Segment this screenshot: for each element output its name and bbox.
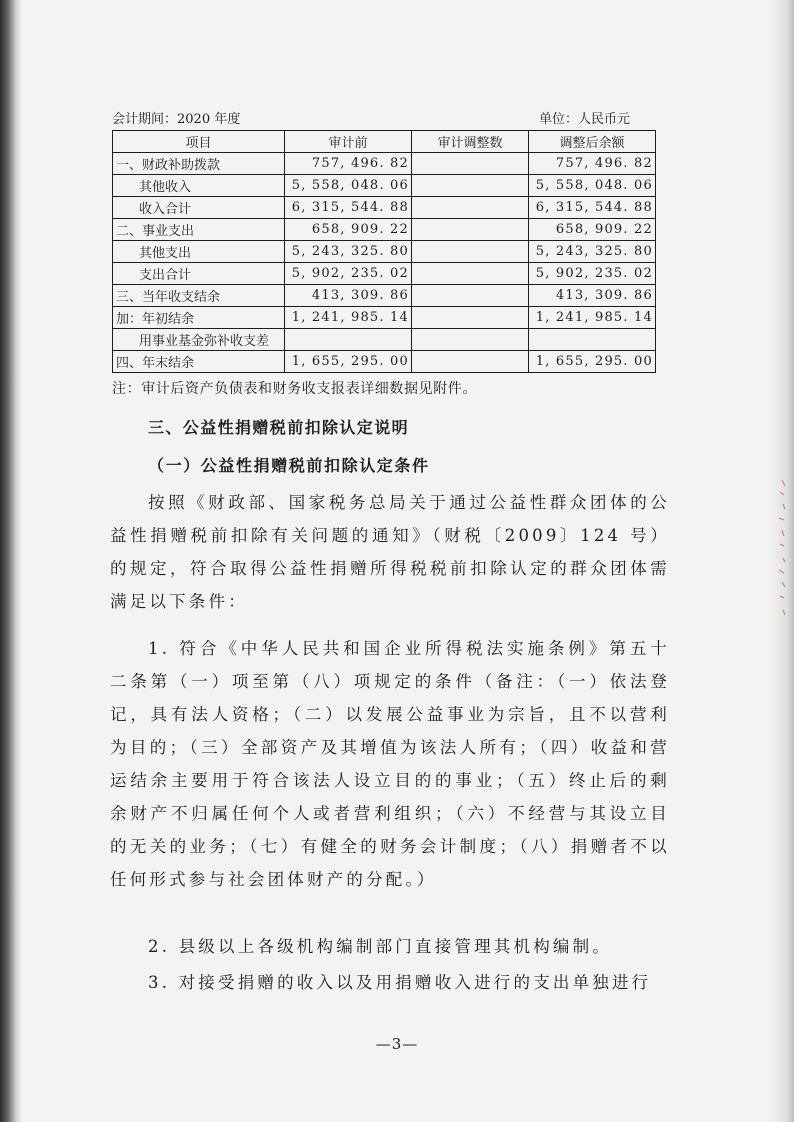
row-before: 1, 655, 295. 00 — [285, 351, 412, 373]
paragraph-condition-1: 1. 符合《中华人民共和国企业所得税法实施条例》第五十二条第（一）项至第（八）项规定的条件（备注：（一）依法登记，具有法人资格；（二）以发展公益事业为宗旨，且不以营利为目的；（三）全部资产及其增值为该法人所有；（四）收益和营运结余主要用于符合该法人设立目的的事业；（五）终止后的剩余财产不归属任何个人或者营利组织；（六）不经营与其设立目的无关的业务；（七）有健全的财务会计制度；（八）捐赠者不以任何形式参与社会团体财产的分配。） — [110, 639, 670, 889]
row-adjust — [412, 263, 529, 285]
row-after: 5, 558, 048. 06 — [529, 175, 656, 197]
row-after — [529, 329, 656, 351]
scan-shadow-left — [0, 0, 22, 1122]
row-before — [285, 329, 412, 351]
row-before: 413, 309. 86 — [285, 285, 412, 307]
subsection-heading: （一）公益性捐赠税前扣除认定条件 — [148, 456, 430, 475]
red-seal-edge-marks — [764, 470, 788, 630]
row-before: 5, 558, 048. 06 — [285, 175, 412, 197]
section-heading: 三、公益性捐赠税前扣除认定说明 — [148, 418, 410, 437]
row-label: 一、财政补助拨款 — [113, 153, 285, 175]
table-row — [113, 285, 656, 307]
financial-summary-table — [112, 130, 656, 373]
table-row — [113, 219, 656, 241]
header-item: 项目 — [113, 131, 285, 153]
row-before: 6, 315, 544. 88 — [285, 197, 412, 219]
row-after: 1, 241, 985. 14 — [529, 307, 656, 329]
row-before: 5, 902, 235. 02 — [285, 263, 412, 285]
table-row — [113, 153, 656, 175]
row-adjust — [412, 219, 529, 241]
row-before: 5, 243, 325. 80 — [285, 241, 412, 263]
row-label: 二、事业支出 — [113, 219, 285, 241]
row-label: 其他支出 — [113, 241, 285, 263]
table-row — [113, 175, 656, 197]
page-number: —3— — [375, 1035, 419, 1053]
row-before: 757, 496. 82 — [285, 153, 412, 175]
row-adjust — [412, 175, 529, 197]
accounting-period: 会计期间：2020 年度 — [112, 112, 241, 127]
row-adjust — [412, 307, 529, 329]
row-label: 四、年末结余 — [113, 351, 285, 373]
row-label: 加：年初结余 — [113, 307, 285, 329]
row-after: 5, 902, 235. 02 — [529, 263, 656, 285]
row-adjust — [412, 241, 529, 263]
row-after: 6, 315, 544. 88 — [529, 197, 656, 219]
table-row — [113, 329, 656, 351]
paragraph-condition-3: 3. 对接受捐赠的收入以及用捐赠收入进行的支出单独进行 — [148, 973, 652, 992]
row-after: 757, 496. 82 — [529, 153, 656, 175]
row-before: 1, 241, 985. 14 — [285, 307, 412, 329]
currency-unit: 单位：人民币元 — [538, 112, 630, 127]
paragraph-intro: 按照《财政部、国家税务总局关于通过公益性群众团体的公益性捐赠税前扣除有关问题的通知》（财税〔2009〕124 号）的规定，符合取得公益性捐赠所得税税前扣除认定的群众团体需满足以下条件： — [110, 493, 670, 611]
row-after: 5, 243, 325. 80 — [529, 241, 656, 263]
row-after: 1, 655, 295. 00 — [529, 351, 656, 373]
header-before-audit: 审计前 — [285, 131, 412, 153]
header-audit-adjustment: 审计调整数 — [412, 131, 529, 153]
paragraph-condition-2: 2. 县级以上各级机构编制部门直接管理其机构编制。 — [148, 937, 612, 956]
table-row — [113, 197, 656, 219]
row-before: 658, 909. 22 — [285, 219, 412, 241]
row-label: 用事业基金弥补收支差 — [113, 329, 285, 351]
header-adjusted-balance: 调整后余额 — [529, 131, 656, 153]
row-label: 其他收入 — [113, 175, 285, 197]
row-adjust — [412, 351, 529, 373]
table-row — [113, 351, 656, 373]
row-adjust — [412, 197, 529, 219]
row-after: 413, 309. 86 — [529, 285, 656, 307]
row-adjust — [412, 285, 529, 307]
row-label: 三、当年收支结余 — [113, 285, 285, 307]
row-adjust — [412, 329, 529, 351]
table-row — [113, 241, 656, 263]
row-adjust — [412, 153, 529, 175]
table-meta-row — [112, 111, 640, 129]
row-label: 支出合计 — [113, 263, 285, 285]
row-after: 658, 909. 22 — [529, 219, 656, 241]
table-header-row — [113, 131, 656, 153]
table-row — [113, 307, 656, 329]
table-row — [113, 263, 656, 285]
table-note: 注：审计后资产负债表和财务收支报表详细数据见附件。 — [112, 381, 477, 397]
row-label: 收入合计 — [113, 197, 285, 219]
